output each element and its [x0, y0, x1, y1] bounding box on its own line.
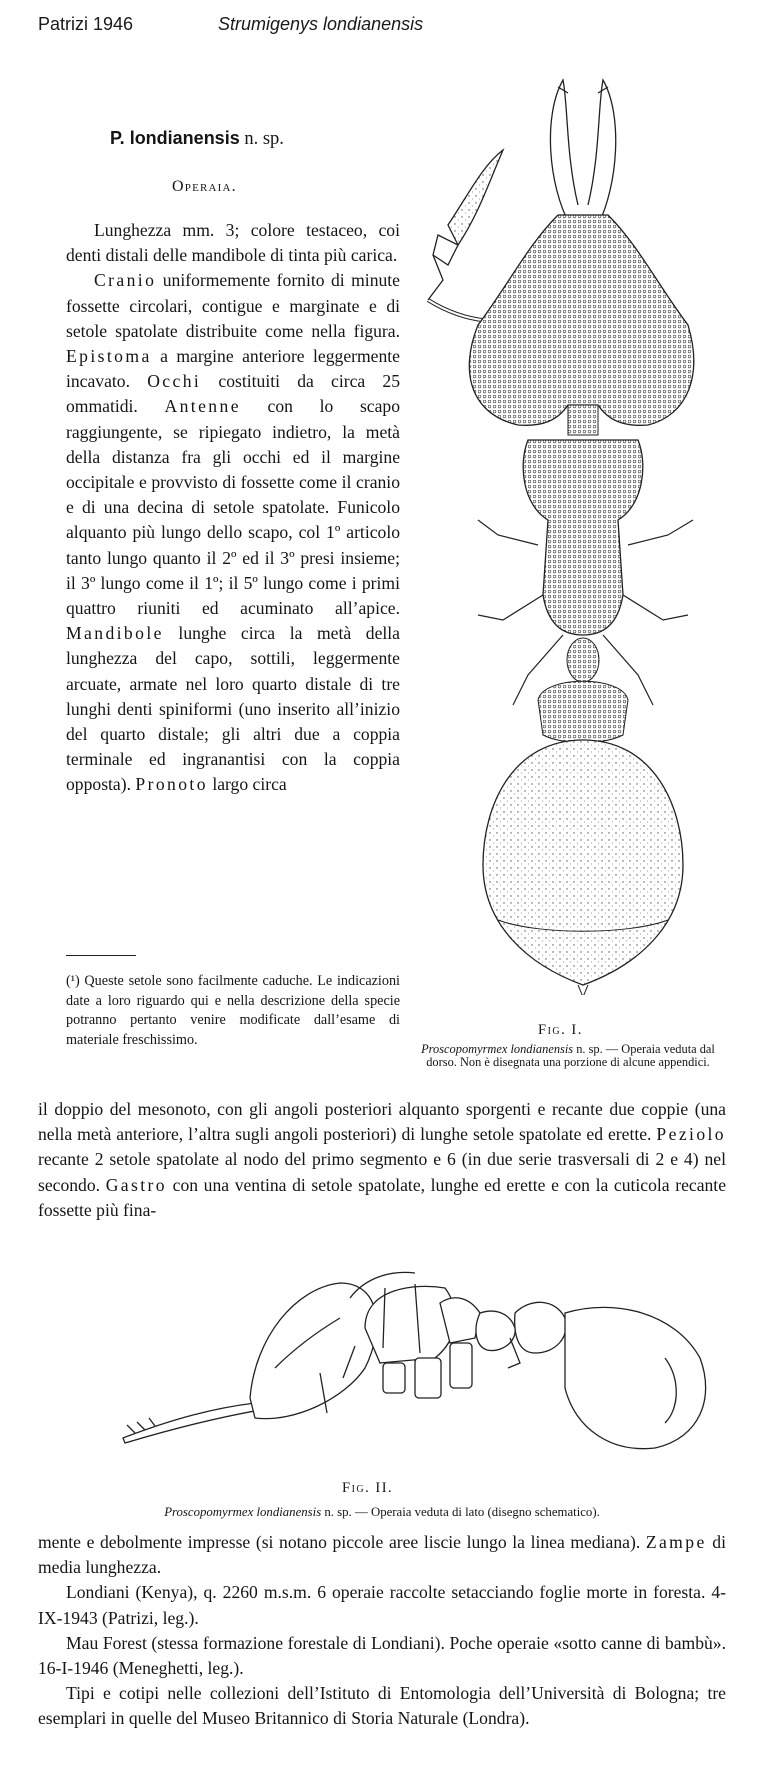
continuation-text [38, 1097, 726, 1223]
species-suffix: n. sp. [244, 129, 284, 149]
term-antenne: Antenne [164, 396, 241, 417]
term-gastro: Gastro [105, 1174, 167, 1195]
text-segment: costituiti da circa 25 ommatidi. [66, 371, 401, 417]
figure-1-caption-text: n. sp. — Operaia veduta dal dorso. Non è disegnata una porzione di alcune appendici. [426, 1042, 715, 1070]
text-segment: il doppio del mesonoto, con gli angoli posteriori alquanto sporgenti e recante due coppie (una nella metà anteriore, l’altra sugli angoli posteriori) di lunghe setole spatolate ed erette. [38, 1099, 726, 1145]
description-column [66, 218, 400, 798]
text-segment: largo circa [207, 774, 287, 795]
species-heading [110, 128, 284, 150]
paragraph-morphology [66, 268, 400, 797]
caste-heading: Operaia. [172, 178, 237, 195]
text-segment: a margine anteriore leggermente incavato. [66, 346, 400, 392]
text-segment: di media lunghezza. [38, 1532, 726, 1578]
term-occhi: Occhi [147, 371, 202, 392]
term-zampe: Zampe [645, 1532, 707, 1552]
paragraph-length-color: Lunghezza mm. 3; colore testaceo, coi denti distali delle mandibole di tinta più carica. [66, 220, 400, 266]
species-name: P. londianensis [110, 128, 240, 148]
final-text [38, 1530, 726, 1732]
text-segment: mente e debolmente impresse (si notano piccole aree liscie lungo la linea mediana). [38, 1532, 646, 1552]
figure-2-caption-text: n. sp. — Operaia veduta di lato (disegno schematico). [321, 1505, 600, 1519]
running-head-species: Strumigenys londianensis [218, 14, 424, 34]
figure-1-caption-genus: Proscopomyrmex londianensis [421, 1042, 574, 1056]
term-mandibole: Mandibole [66, 623, 164, 644]
text-segment: recante 2 setole spatolate al nodo del primo segmento e 6 (in due serie trasversali di 2 e 4) nel secondo. [38, 1149, 726, 1195]
footnote-text: (¹) Queste setole sono facilmente caduche. Le indicazioni date a loro riguardo qui e nella descrizione della specie potranno pertanto venire modificate dall’esame di materiale freschissimo. [66, 973, 400, 1048]
paragraph-locality-mau: Mau Forest (stessa formazione forestale di Londiani). Poche operaie «sotto canne di bambù». 16-I-1946 (Meneghetti, leg.). [38, 1632, 726, 1679]
figure-1-label: Fig. I. [538, 1022, 583, 1038]
text-segment: con una ventina di setole spatolate, lunghe ed erette e con la cuticola recante fossette più fina- [38, 1174, 726, 1220]
text-segment: uniformemente fornito di minute fossette circolari, contigue e marginate e di setole spatolate distribuite come nella figura. [66, 270, 400, 341]
paragraph-types: Tipi e cotipi nelle collezioni dell’Istituto di Entomologia dell’Università di Bologna; tre esemplari in quelle del Museo Britannico di Storia Naturale (Londra). [38, 1683, 726, 1729]
figure-2-caption [38, 1505, 726, 1520]
text-segment: lunghe circa la metà della lunghezza del capo, sottili, leggermente arcuate, armate nel loro quarto distale di tre lunghi denti spiniformi (uno inserito all’inizio del quarto distale; gli altri due a coppia terminale ed ingranantisi con la coppia opposta). [66, 623, 400, 795]
figure-1-dorsal-illustration [418, 75, 718, 995]
figure-2-lateral-illustration [115, 1258, 715, 1488]
running-head-author: Patrizi 1946 [38, 14, 134, 34]
paragraph-surface [38, 1530, 726, 1580]
term-cranio: Cranio [94, 270, 157, 291]
footnote [66, 972, 400, 1050]
term-epistoma: Epistoma [66, 346, 152, 367]
term-pronoto: Pronoto [135, 774, 208, 795]
figure-2-caption-genus: Proscopomyrmex londianensis [164, 1505, 322, 1519]
paragraph-continuation [38, 1097, 726, 1223]
text-segment: con lo scapo raggiungente, se ripiegato indietro, la metà della distanza fra gli occhi ed il margine occipitale e provvisto di fossette come il cranio e di una decina di setole spatolate. Funicolo alquanto più lungo dello scapo, col 1º articolo tanto lungo quanto il 2º ed il 3º presi insieme; il 3º lungo come il 1º; il 5º lungo come i primi quattro riuniti ed acuminato all’apice. [66, 396, 401, 619]
figure-2-label: Fig. II. [342, 1480, 394, 1496]
figure-1-caption [415, 1043, 721, 1070]
term-peziolo: Peziolo [656, 1124, 726, 1145]
head-shape [469, 215, 693, 425]
footnote-rule [66, 955, 136, 956]
paragraph-locality-londiani: Londiani (Kenya), q. 2260 m.s.m. 6 operaie raccolte setacciando foglie morte in foresta. 4-IX-1943 (Patrizi, leg.). [38, 1582, 726, 1628]
